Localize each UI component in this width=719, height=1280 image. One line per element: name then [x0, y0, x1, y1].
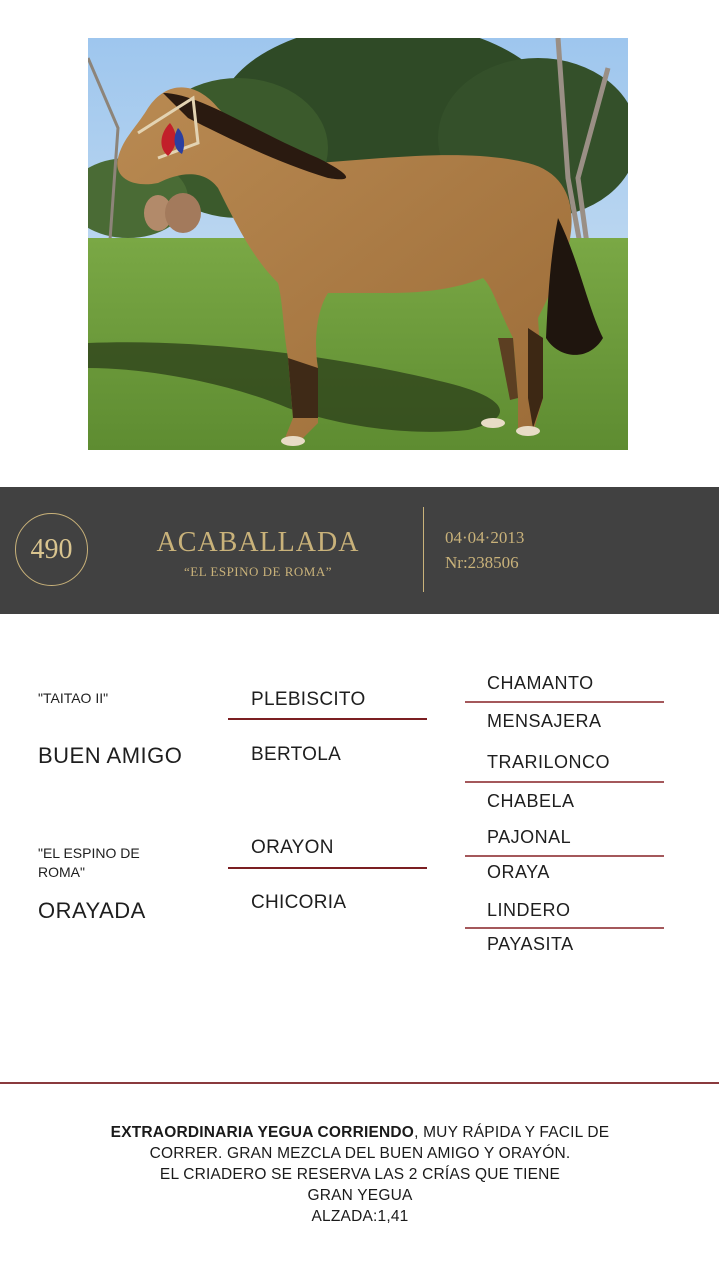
pedigree-divider — [465, 855, 664, 857]
lot-number: 490 — [30, 533, 73, 565]
lot-number-badge — [15, 513, 88, 586]
sire-sire-sire: CHAMANTO — [487, 673, 594, 693]
section-divider — [0, 1082, 719, 1084]
description-line5: ALZADA:1,41 — [311, 1208, 409, 1225]
birth-date: 04·04·2013 — [445, 528, 525, 547]
description-line1-rest: , MUY RÁPIDA Y FACIL DE — [414, 1124, 610, 1141]
pedigree-divider — [228, 718, 427, 720]
dam-sire-dam: ORAYA — [487, 862, 550, 882]
banner-divider — [423, 507, 424, 592]
dam-dam-sire: LINDERO — [487, 900, 571, 920]
dam-breeder-line2: ROMA" — [38, 864, 85, 880]
dam-sire: ORAYON — [251, 837, 334, 858]
pedigree-divider — [465, 927, 664, 929]
dam-dam: CHICORIA — [251, 892, 347, 913]
pedigree-divider — [465, 701, 664, 703]
sire-name: BUEN AMIGO — [38, 743, 183, 768]
breeder-name: “EL ESPINO DE ROMA” — [183, 564, 333, 579]
sire-dam-sire: TRARILONCO — [487, 752, 611, 772]
dam-breeder-line1: "EL ESPINO DE — [38, 845, 140, 861]
pedigree-divider — [228, 867, 427, 869]
sire-dam-dam: CHABELA — [487, 791, 575, 811]
description-bold-lead: EXTRAORDINARIA YEGUA CORRIENDO — [110, 1124, 415, 1141]
description-line1 — [40, 1122, 680, 1143]
dam-sire-sire: PAJONAL — [487, 827, 572, 847]
registry-number: Nr:238506 — [445, 553, 519, 572]
sire-dam: BERTOLA — [251, 744, 342, 765]
description — [40, 1122, 680, 1227]
dam-dam-dam: PAYASITA — [487, 934, 574, 954]
description-line3: EL CRIADERO SE RESERVA LAS 2 CRÍAS QUE TIENE — [159, 1166, 561, 1183]
description-line4: GRAN YEGUA — [307, 1187, 413, 1204]
horse-name: ACABALLADA — [156, 527, 360, 558]
sire-sire: PLEBISCITO — [251, 689, 366, 710]
description-line2: CORRER. GRAN MEZCLA DEL BUEN AMIGO Y ORAYÓN. — [149, 1145, 571, 1162]
sire-breeder: "TAITAO II" — [38, 690, 109, 706]
horse-photo — [88, 38, 628, 450]
info-banner — [0, 487, 719, 614]
dam-name: ORAYADA — [38, 898, 146, 923]
sire-sire-dam: MENSAJERA — [487, 711, 602, 731]
pedigree-divider — [465, 781, 664, 783]
